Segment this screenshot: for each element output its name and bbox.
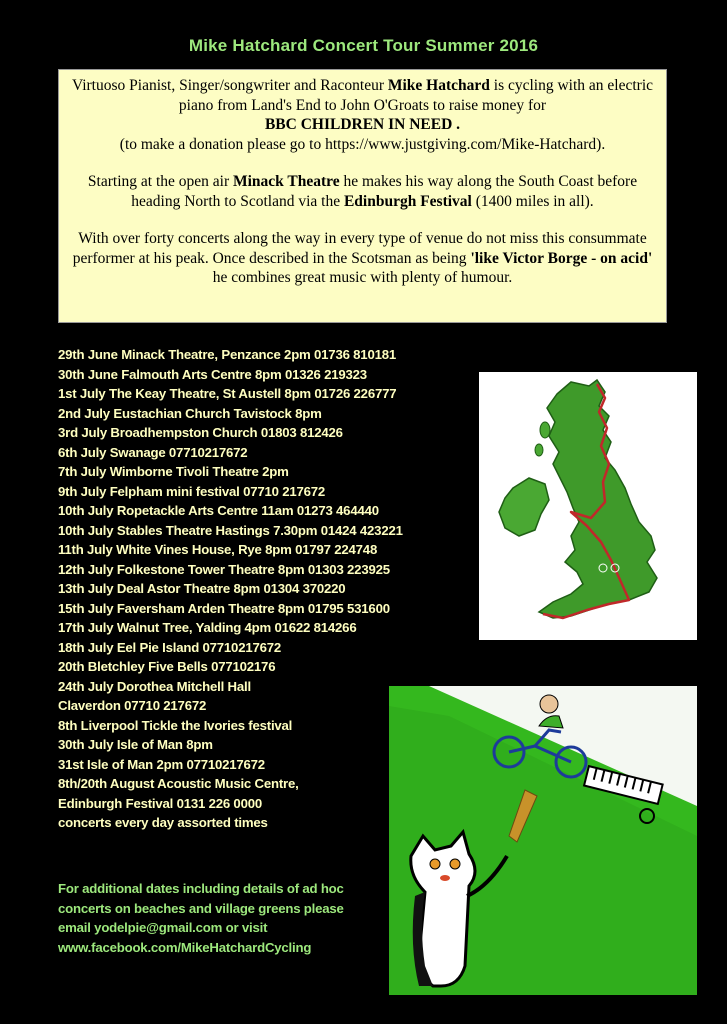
footer-facebook-link: www.facebook.com/MikeHatchardCycling [58,939,312,955]
intro-text: Virtuoso Pianist, Singer/songwriter and Raconteur [71,77,388,94]
tour-date-item: 3rd July Broadhempston Church 01803 812426 [58,425,343,440]
footer-line: concerts on beaches and village greens please [58,900,344,916]
tour-date-item: 17th July Walnut Tree, Yalding 4pm 01622 814266 [58,620,357,635]
tour-date-item: 2nd July Eustachian Church Tavistock 8pm [58,405,322,421]
intro-text: (1400 miles in all). [471,192,594,210]
tour-date-item: 12th July Folkestone Tower Theatre 8pm 01303 223925 [58,561,390,577]
footer-info [58,879,398,957]
tour-date-item: 11th July White Vines House, Rye 8pm 01797 224748 [58,542,378,557]
tour-date-item: 30th July Isle of Man 8pm [58,737,213,752]
intro-text: he makes his way along the South Coast before heading North to Scotland via the [131,173,638,210]
intro-text: he combines great music with plenty of humour. [212,269,513,286]
festival-name: Edinburgh Festival [343,192,472,210]
intro-paragraph-2 [67,172,658,211]
tour-date-item: Claverdon 07710 217672 [58,698,207,713]
start-venue: Minack Theatre [232,173,340,190]
tour-date-item: 18th July Eel Pie Island 07710217672 [58,639,281,655]
scotsman-quote: 'like Victor Borge - on acid' [470,249,653,267]
tour-date-item: 30th June Falmouth Arts Centre 8pm 01326 219323 [58,366,367,382]
intro-box [58,69,667,323]
page-title: Mike Hatchard Concert Tour Summer 2016 [188,36,539,55]
intro-text: With over forty concerts along the way in every type of venue do not miss this consummate performer at his peak. Once described in the Scotsman as being [72,230,647,267]
intro-paragraph-3 [67,229,658,288]
tour-date-item: 9th July Felpham mini festival 07710 217672 [58,483,326,499]
tour-date-item: Edinburgh Festival 0131 226 0000 [58,795,262,811]
intro-text: is cycling with an electric piano from Land's End to John O'Groats to raise money for [178,77,654,114]
tour-date-item: 29th June Minack Theatre, Penzance 2pm 01736 810181 [58,347,396,362]
cyclist-illustration-icon [389,686,697,995]
footer-contact-email: email yodelpie@gmail.com or visit [58,920,268,935]
charity-name: BBC CHILDREN IN NEED . [264,116,461,133]
tour-date-item: 24th July Dorothea Mitchell Hall [58,678,251,694]
tour-date-item: 1st July The Keay Theatre, St Austell 8pm 01726 226777 [58,386,397,401]
intro-paragraph-1 [67,76,658,154]
tour-date-item: 7th July Wimborne Tivoli Theatre 2pm [58,464,289,479]
performer-name: Mike Hatchard [387,77,490,94]
tour-date-item: 13th July Deal Astor Theatre 8pm 01304 370220 [58,581,346,596]
tour-date-item: 6th July Swanage 07710217672 [58,444,248,460]
tour-date-item: 31st Isle of Man 2pm 07710217672 [58,756,265,772]
tour-date-item: 8th/20th August Acoustic Music Centre, [58,776,299,791]
tour-date-item: 10th July Ropetackle Arts Centre 11am 01273 464440 [58,503,379,518]
donation-note: (to make a donation please go to https://www.justgiving.com/Mike-Hatchard). [119,135,606,153]
tour-date-item: 20th Bletchley Five Bells 077102176 [58,659,276,674]
tour-date-item: concerts every day assorted times [58,815,268,830]
uk-route-map-icon [479,372,697,640]
tour-date-item: 15th July Faversham Arden Theatre 8pm 01795 531600 [58,600,390,616]
footer-line: For additional dates including details of ad hoc [58,881,344,896]
tour-date-item: 8th Liverpool Tickle the Ivories festival [58,717,293,733]
tour-date-item: 10th July Stables Theatre Hastings 7.30pm 01424 423221 [58,522,403,538]
intro-text: Starting at the open air [87,173,233,190]
